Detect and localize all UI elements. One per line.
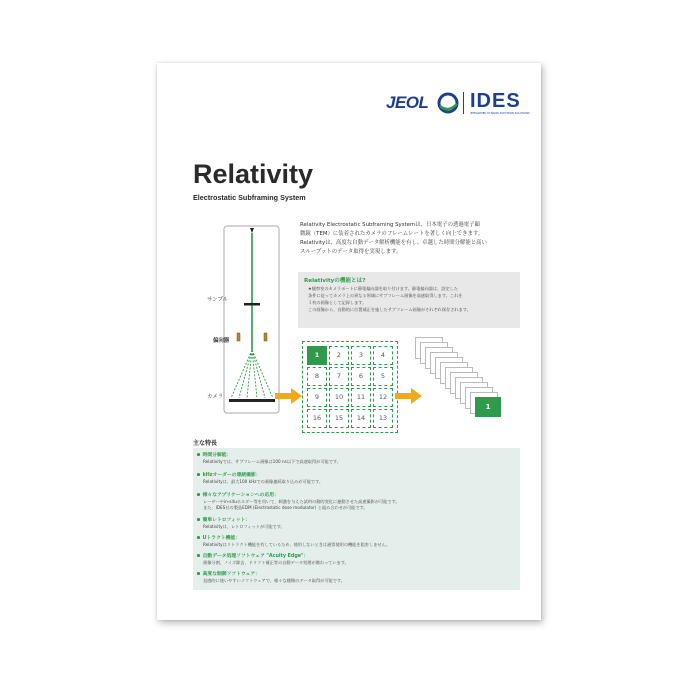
info-box (298, 272, 520, 328)
feature-title: 時間分解能： (202, 453, 232, 458)
subframe-cell: 3 (351, 346, 371, 365)
intro-line: スループットのデータ取得を実現します。 (300, 249, 402, 255)
feature-desc: 直感的に使いやすいソフトウェアで、様々な種類のデータ取得が可能です。 (203, 578, 345, 583)
info-box-heading: Relativityの機能とは? (304, 278, 366, 284)
feature-desc: レーザーやin-situホルダー等を用いて、刺激を与えた試料の動的変化に連動させた高速撮影が可能です。 (203, 499, 400, 504)
feature-item (197, 473, 517, 485)
feature-desc: 画像分割、ノイズ除去、ドリフト補正等の自動データ処理が備わっています。 (203, 560, 349, 565)
feature-item (197, 453, 517, 465)
feature-desc: Relativityはリトラクト機能を有しているため、使用しないときは通常使用の機能を阻害しません。 (203, 542, 391, 547)
camera-plate (229, 399, 275, 402)
jeol-wordmark: JEOL (386, 93, 429, 112)
subframe-cell: 2 (329, 346, 349, 365)
feature-title: 高度な制御ソフトウェア： (202, 572, 260, 577)
page-title: Relativity (193, 159, 314, 189)
feature-title: 簡単レトロフィット： (202, 518, 251, 523)
logo-divider (463, 92, 464, 114)
intro-line: Relativityは、高度な自動データ解析機能を有し、卓越した時間分解能と高い (300, 240, 487, 246)
deflector-label: 偏向器 (213, 338, 230, 344)
intro-line: Relativity Electrostatic Subframing Systemは、日本電子の透過電子顕 (300, 222, 480, 228)
page-subtitle: Electrostatic Subframing System (193, 193, 306, 202)
subframe-cell: 5 (373, 367, 393, 386)
subframe-cell: 13 (373, 409, 393, 428)
sample-label: サンプル (207, 297, 229, 303)
feature-title: Uトラクト機能： (202, 536, 241, 541)
bullet-icon (197, 536, 200, 539)
deflector-right (264, 333, 267, 341)
intro-text (300, 221, 518, 257)
subframe-cell: 8 (307, 367, 327, 386)
subframe-cell: 11 (351, 388, 371, 407)
subframe-cell: 15 (329, 409, 349, 428)
info-line: 条件に従ってカメラ上の異なる領域にサブフレーム画像を高速取得します。これを (308, 293, 463, 298)
feature-title: 様々なアプリケーションへの応用： (202, 493, 279, 498)
info-line: ★観察室のカメラポートに静電偏向器を取り付けます。静電偏向器は、設定した (308, 286, 458, 291)
logo-tagline: INTEGRATED DYNAMIC ELECTRON SOLUTIONS (470, 112, 530, 115)
feature-desc: Relativityは、最大100 kHzでの画像連続取り込みが可能です。 (203, 479, 324, 484)
intro-line: 微鏡（TEM）に装着されたカメラのフレームレートを著しく向上できます。 (300, 231, 484, 237)
camera-label: カメラ (207, 394, 224, 400)
bullet-icon (197, 572, 200, 575)
jeol-swirl-icon (436, 91, 462, 115)
subframe-cell: 10 (329, 388, 349, 407)
feature-desc: Relativityでは、サブフレーム画像は100 ns以下で高速取得が可能です。 (203, 459, 341, 464)
subframe-cell: 12 (373, 388, 393, 407)
feature-title: 自動データ処理ソフトウェア "Acuity Edge"： (202, 554, 309, 559)
bullet-icon (197, 493, 200, 496)
features-panel (193, 448, 520, 590)
arrow-right-icon (275, 387, 303, 405)
subframe-cell: 6 (351, 367, 371, 386)
subframe-cell: 16 (307, 409, 327, 428)
frame-stack (411, 333, 511, 423)
bullet-icon (197, 554, 200, 557)
info-box-body (308, 285, 514, 313)
subframe-cell: 1 (307, 346, 327, 365)
stacked-frame-front: 1 (475, 397, 501, 417)
feature-item (197, 518, 517, 530)
subframe-cell: 4 (373, 346, 393, 365)
ides-wordmark: IDES (470, 90, 521, 112)
subframe-cell: 14 (351, 409, 371, 428)
sample-plate (244, 303, 260, 306)
info-line: この画像から、自動的に位置補正を施したサブフレーム画像がそれぞれ保存されます。 (308, 307, 471, 312)
bullet-icon (197, 473, 200, 476)
subframe-cell: 7 (329, 367, 349, 386)
info-line: １枚の画像として記録します。 (308, 300, 367, 305)
feature-item (197, 536, 517, 548)
bullet-icon (197, 453, 200, 456)
bullet-icon (197, 518, 200, 521)
feature-item (197, 493, 517, 511)
feature-item (197, 554, 517, 566)
subframe-cell: 9 (307, 388, 327, 407)
feature-desc: Relativityは、レトロフィットが可能です。 (203, 524, 285, 529)
brochure-page (157, 63, 541, 620)
jeol-ides-logo (386, 90, 530, 117)
feature-item (197, 572, 517, 584)
feature-title: kHzオーダーの連続撮影： (202, 473, 261, 478)
subframe-grid (302, 341, 398, 433)
deflector-left (237, 333, 240, 341)
feature-desc: また、IDES社の製品EDM (Electrostatic dose modulator) と組み合わせが可能です。 (203, 505, 368, 510)
features-heading: 主な特長 (193, 440, 218, 447)
